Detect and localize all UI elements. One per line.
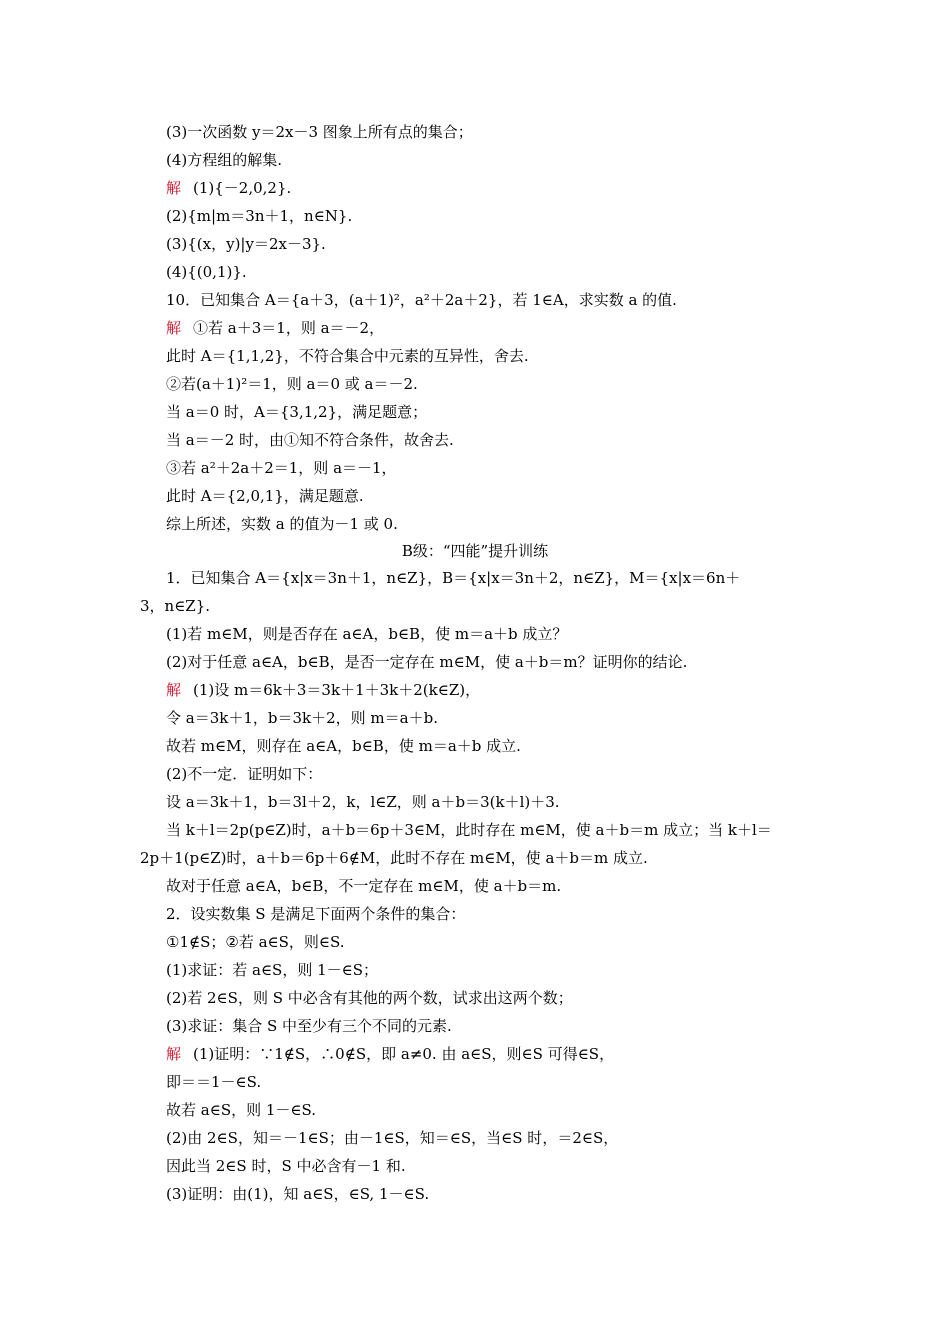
text-line: 故若 a∈S，则 1－∈S. xyxy=(166,1101,317,1119)
solution-label: 解 xyxy=(166,681,182,699)
text-line: 令 a＝3k＋1，b＝3k＋2，则 m＝a＋b. xyxy=(166,709,438,727)
problem-line: 2．设实数集 S 是满足下面两个条件的集合： xyxy=(166,905,466,923)
text-line: ①1∉S；②若 a∈S，则∈S. xyxy=(166,933,345,951)
text-line: 当 a＝0 时，A＝{3,1,2}，满足题意； xyxy=(166,403,428,421)
problem-line: 1．已知集合 A＝{x|x＝3n＋1，n∈Z}，B＝{x|x＝3n＋2，n∈Z}，M＝{x|x＝6n＋ xyxy=(166,569,741,587)
text-line: 故对于任意 a∈A，b∈B，不一定存在 m∈M，使 a＋b＝m. xyxy=(166,877,562,895)
text-line: (2)对于任意 a∈A，b∈B，是否一定存在 m∈M，使 a＋b＝m？证明你的结论. xyxy=(166,653,688,671)
text-line: (2)不一定．证明如下： xyxy=(166,765,323,783)
solution-label: 解 xyxy=(166,319,182,337)
text-line: 故若 m∈M，则存在 a∈A，b∈B，使 m＝a＋b 成立. xyxy=(166,737,521,755)
text-line: (1)求证：若 a∈S，则 1－∈S； xyxy=(166,961,379,979)
text-line: 设 a＝3k＋1，b＝3l＋2，k，l∈Z，则 a＋b＝3(k＋l)＋3. xyxy=(166,793,560,811)
text-line: 此时 A＝{2,0,1}，满足题意. xyxy=(166,487,364,505)
text-line: 解 (1)设 m＝6k＋3＝3k＋1＋3k＋2(k∈Z)， xyxy=(166,681,481,699)
solution-label: 解 xyxy=(166,179,182,197)
text-line: ②若(a＋1)²＝1，则 a＝0 或 a＝－2. xyxy=(166,375,418,393)
text-line: ③若 a²＋2a＋2＝1，则 a＝－1， xyxy=(166,459,397,477)
text-line: (3)求证：集合 S 中至少有三个不同的元素. xyxy=(166,1017,452,1035)
text-line: 此时 A＝{1,1,2}，不符合集合中元素的互异性，舍去. xyxy=(166,347,529,365)
text-line: (4){(0,1)}. xyxy=(166,263,247,281)
text-line: (3){(x，y)|y＝2x－3}. xyxy=(166,235,326,253)
text-line: 解 (1)证明：∵1∉S，∴0∉S，即 a≠0. 由 a∈S，则∈S 可得∈S， xyxy=(166,1045,615,1063)
text-line: 当 k＋l＝2p(p∈Z)时，a＋b＝6p＋3∈M，此时存在 m∈M，使 a＋b＝m 成立；当 k＋l＝ xyxy=(166,821,772,839)
text-line: (2)由 2∈S，知＝－1∈S；由－1∈S，知＝∈S，当∈S 时，＝2∈S， xyxy=(166,1129,619,1147)
text-line: (3)一次函数 y＝2x－3 图象上所有点的集合； xyxy=(166,123,473,141)
text-line: 解 ①若 a＋3＝1，则 a＝－2， xyxy=(166,319,385,337)
solution-label: 解 xyxy=(166,1045,182,1063)
problem-line: 10．已知集合 A＝{a＋3，(a＋1)²，a²＋2a＋2}，若 1∈A，求实数 a 的值. xyxy=(166,291,677,309)
text-line: 综上所述，实数 a 的值为－1 或 0. xyxy=(166,515,398,533)
section-heading: B级：“四能”提升训练 xyxy=(401,542,549,560)
text-line: (1)若 m∈M，则是否存在 a∈A，b∈B，使 m＝a＋b 成立？ xyxy=(166,625,568,643)
text-line: 因此当 2∈S 时，S 中必含有－1 和. xyxy=(166,1157,406,1175)
text-line: 2p＋1(p∈Z)时，a＋b＝6p＋6∉M，此时不存在 m∈M，使 a＋b＝m 成立. xyxy=(140,849,648,867)
text-line: (4)方程组的解集. xyxy=(166,151,283,169)
text-line: 3，n∈Z}. xyxy=(140,597,211,615)
text-line: (3)证明：由(1)，知 a∈S，∈S, 1－∈S. xyxy=(166,1185,430,1203)
text-line: 解 (1){－2,0,2}. xyxy=(166,179,292,197)
text-line: 即＝＝1－∈S. xyxy=(166,1073,262,1091)
text-line: (2)若 2∈S，则 S 中必含有其他的两个数，试求出这两个数； xyxy=(166,989,573,1007)
text-line: 当 a＝－2 时，由①知不符合条件，故舍去. xyxy=(166,431,454,449)
text-line: (2){m|m＝3n＋1，n∈N}. xyxy=(166,207,353,225)
